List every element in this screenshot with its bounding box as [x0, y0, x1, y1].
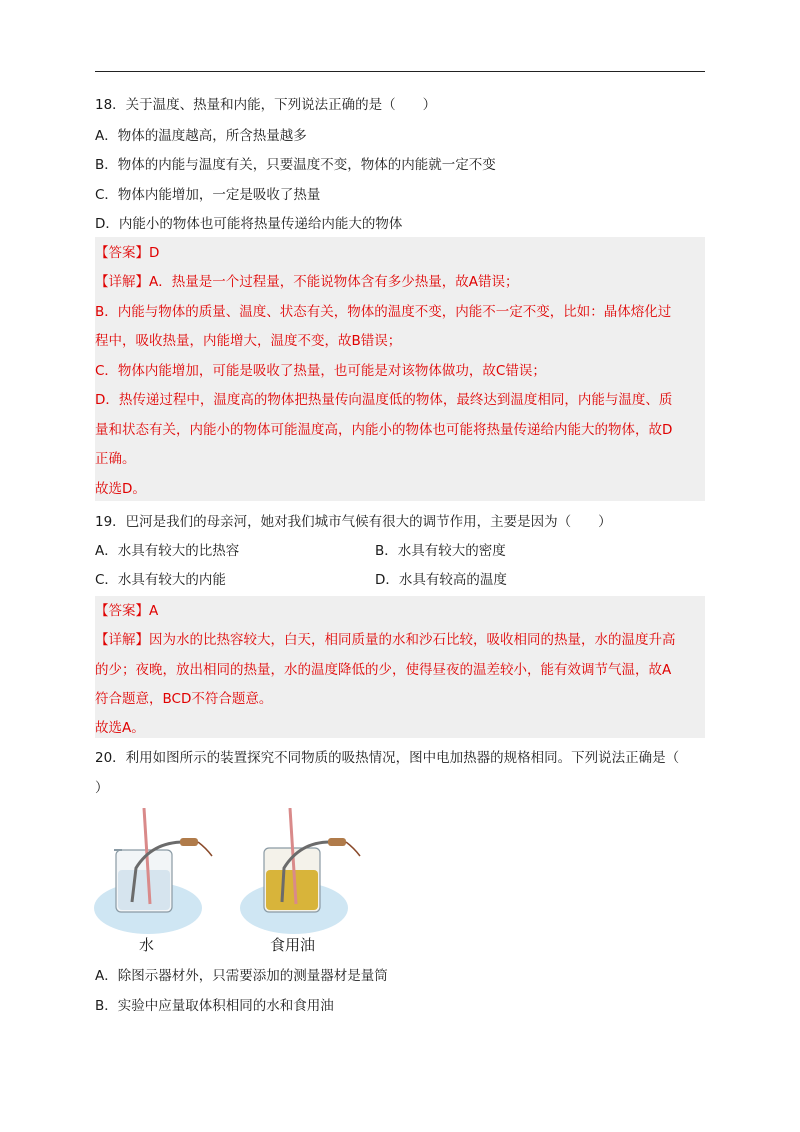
q18-detail-line: 【详解】A．热量是一个过程量，不能说物体含有多少热量，故A错误；	[95, 274, 519, 290]
oil-heater-plug	[328, 838, 346, 846]
q20-option-a: A．除图示器材外，只需要添加的测量器材是量筒	[95, 968, 388, 984]
q18-detail-line: 故选D。	[95, 481, 146, 497]
q19-detail-line: 【详解】因为水的比热容较大，白天，相同质量的水和沙石比较，吸收相同的热量，水的温度升高	[95, 632, 676, 648]
heating-figure	[92, 808, 382, 958]
q18-detail-line: 程中，吸收热量，内能增大，温度不变，故B错误；	[95, 333, 402, 349]
q18-detail-line: C．物体内能增加，可能是吸收了热量，也可能是对该物体做功，故C错误；	[95, 363, 546, 379]
q20-option-b: B．实验中应量取体积相同的水和食用油	[95, 998, 334, 1014]
q18-answer: 【答案】D	[95, 245, 160, 261]
q19-stem: 19．巴河是我们的母亲河，她对我们城市气候有很大的调节作用，主要是因为（ ）	[95, 514, 612, 530]
q18-option-a: A．物体的温度越高，所含热量越多	[95, 128, 307, 144]
oil-liquid	[266, 870, 318, 910]
q18-detail-line: D．热传递过程中，温度高的物体把热量传向温度低的物体，最终达到温度相同，内能与温度、质	[95, 392, 673, 408]
q19-option-c: C．水具有较大的内能	[95, 572, 226, 588]
water-label: 水	[139, 936, 155, 954]
header-rule	[95, 71, 705, 72]
q19-answer: 【答案】A	[95, 603, 159, 619]
q18-option-d: D．内能小的物体也可能将热量传递给内能大的物体	[95, 216, 403, 232]
q18-option-c: C．物体内能增加，一定是吸收了热量	[95, 187, 321, 203]
q19-detail-line: 符合题意，BCD不符合题意。	[95, 691, 273, 707]
q18-stem: 18．关于温度、热量和内能，下列说法正确的是（ ）	[95, 97, 437, 113]
q20-stem: 20．利用如图所示的装置探究不同物质的吸热情况，图中电加热器的规格相同。下列说法正确是（	[95, 750, 680, 766]
beakers-illustration	[92, 808, 382, 958]
q18-detail-line: 量和状态有关，内能小的物体可能温度高，内能小的物体也可能将热量传递给内能大的物体，故D	[95, 422, 673, 438]
q19-detail-line: 故选A。	[95, 720, 145, 736]
q18-option-b: B．物体的内能与温度有关，只要温度不变，物体的内能就一定不变	[95, 157, 496, 173]
q19-option-d: D．水具有较高的温度	[375, 572, 507, 588]
q19-option-b: B．水具有较大的密度	[375, 543, 506, 559]
q18-detail-line: B．内能与物体的质量、温度、状态有关，物体的温度不变，内能不一定不变，比如：晶体熔化过	[95, 304, 672, 320]
water-liquid	[118, 870, 170, 910]
q19-option-a: A．水具有较大的比热容	[95, 543, 240, 559]
oil-label: 食用油	[270, 936, 316, 954]
q18-detail-line: 正确。	[95, 451, 136, 467]
q19-detail-line: 的少；夜晚，放出相同的热量，水的温度降低的少，使得昼夜的温差较小，能有效调节气温，故A	[95, 662, 672, 678]
q20-stem-end: ）	[95, 780, 109, 796]
water-heater-plug	[180, 838, 198, 846]
